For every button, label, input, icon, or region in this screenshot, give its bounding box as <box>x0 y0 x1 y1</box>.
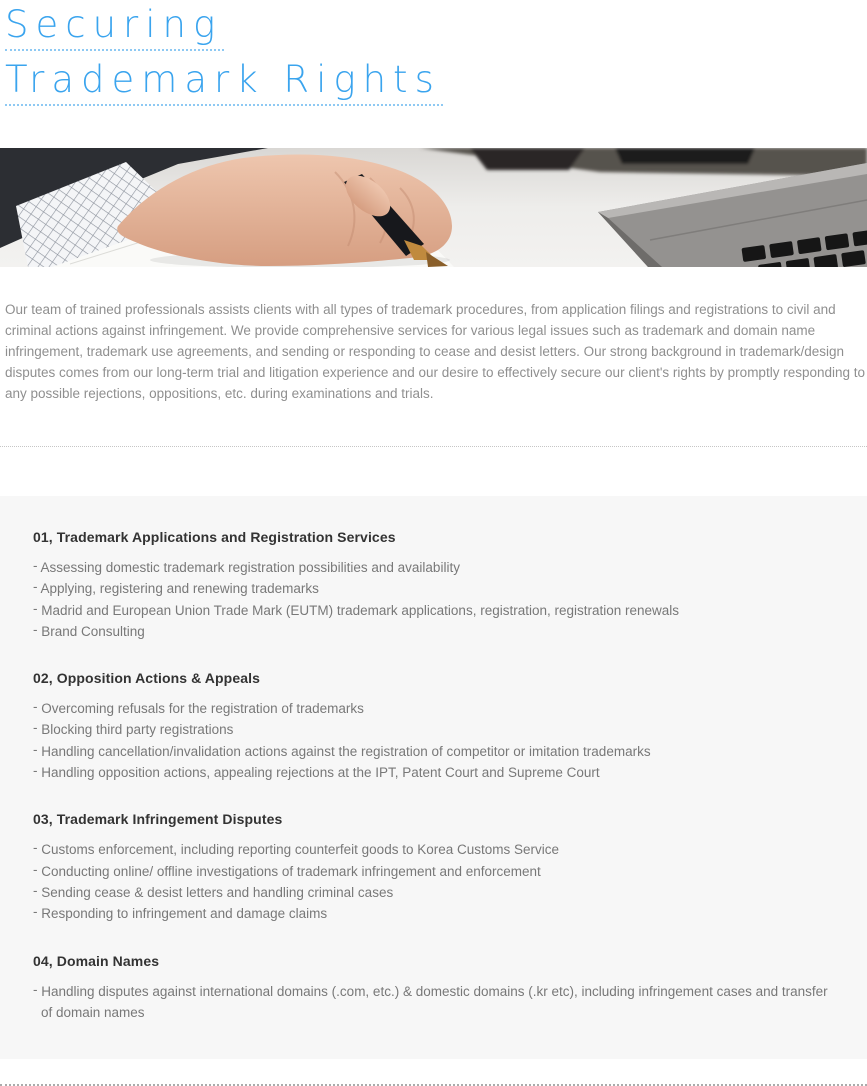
page-title <box>0 0 867 106</box>
service-item: - Applying, registering and renewing trademarks <box>33 579 319 597</box>
service-item: - Conducting online/ offline investigations of trademark infringement and enforcement <box>33 861 541 879</box>
page-title-line2: Trademark Rights <box>5 60 443 106</box>
service-section <box>33 668 837 783</box>
service-item: - Handling cancellation/invalidation actions against the registration of competitor or imitation trademarks <box>33 741 651 759</box>
item-bullet: - <box>33 558 38 573</box>
item-bullet: - <box>33 763 38 779</box>
page-title-line1-wrap <box>5 5 867 51</box>
service-section <box>33 951 837 1024</box>
page-title-line2-wrap <box>5 60 867 106</box>
service-item: - Handling opposition actions, appealing rejections at the IPT, Patent Court and Supreme Court <box>33 763 600 781</box>
intro-paragraph: Our team of trained professionals assists clients with all types of trademark procedures, from application filings and registrations to civil and criminal actions against infringement. We provide comprehensive services for various legal issues such as trademark and domain name infringement, trademark use agreements, and sending or responding to cease and desist letters. Our strong background in trademark/design disputes comes from our long-term trial and litigation experience and our desire to effectively secure our client's rights by promptly responding to any possible rejections, oppositions, etc. during examinations and trials. <box>5 302 866 401</box>
service-section <box>33 527 837 642</box>
page-title-line1: Securing <box>5 5 224 51</box>
banner-illustration <box>0 148 867 267</box>
item-bullet: - <box>33 699 38 715</box>
section-heading: 04, Domain Names <box>33 952 160 969</box>
item-bullet: - <box>33 882 38 898</box>
item-bullet: - <box>33 720 38 736</box>
services-panel <box>0 496 867 1059</box>
service-section <box>33 809 837 924</box>
section-list <box>33 698 837 783</box>
service-item: - Customs enforcement, including reporting counterfeit goods to Korea Customs Service <box>33 840 560 858</box>
section-list <box>33 981 837 1024</box>
section-list <box>33 557 837 642</box>
service-item: - Sending cease & desist letters and handling criminal cases <box>33 882 394 900</box>
service-item: - Brand Consulting <box>33 621 145 639</box>
item-bullet: - <box>33 741 38 757</box>
dotted-divider-top <box>0 446 867 447</box>
service-item: - Overcoming refusals for the registration of trademarks <box>33 699 364 717</box>
section-list <box>33 839 837 924</box>
item-bullet: - <box>33 981 38 997</box>
service-item: - Blocking third party registrations <box>33 720 234 738</box>
banner-photo <box>0 148 867 267</box>
section-heading: 02, Opposition Actions & Appeals <box>33 670 260 687</box>
item-bullet: - <box>33 579 38 595</box>
service-item: - Responding to infringement and damage claims <box>33 904 328 922</box>
item-bullet: - <box>33 904 38 920</box>
item-bullet: - <box>33 600 38 616</box>
item-bullet: - <box>33 861 38 877</box>
service-item: - Assessing domestic trademark registration possibilities and availability <box>33 558 460 575</box>
service-item: - Madrid and European Union Trade Mark (EUTM) trademark applications, registration, registration renewals <box>33 600 680 618</box>
section-heading: 03, Trademark Infringement Disputes <box>33 811 283 828</box>
item-bullet: - <box>33 621 38 637</box>
section-heading: 01, Trademark Applications and Registration Services <box>33 529 396 545</box>
service-item: - Handling disputes against international domains (.com, etc.) & domestic domains (.kr etc), including infringement cases and transfer of domain names <box>33 981 828 1020</box>
item-bullet: - <box>33 840 38 856</box>
